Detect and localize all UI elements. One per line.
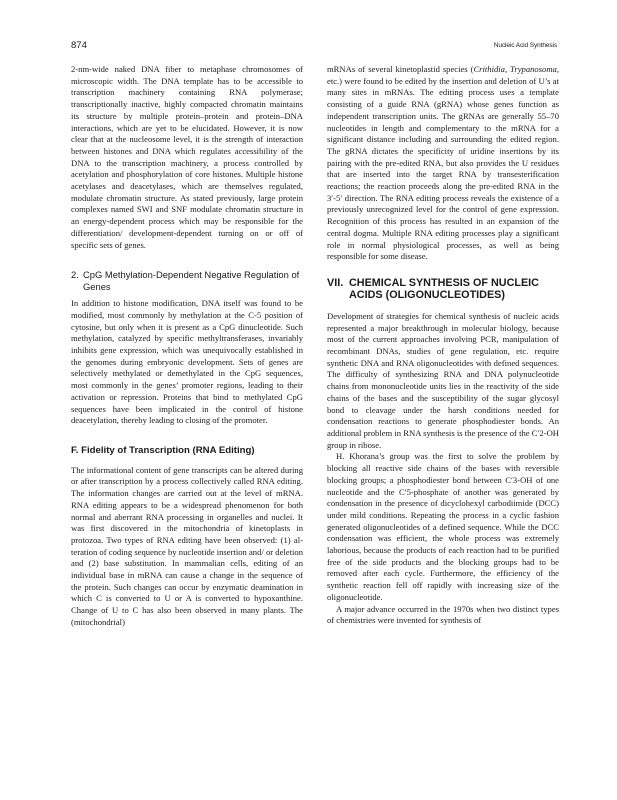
page-header xyxy=(71,40,557,54)
heading-number: F. xyxy=(71,444,79,456)
section-heading-fidelity xyxy=(71,445,303,457)
paragraph: A major advance occurred in the 1970s when two distinct types of chemistries were invented for synthesis of xyxy=(327,603,559,626)
heading-title: CHEMICAL SYNTHESIS OF NUCLEIC ACIDS (OLIGONUCLEOTIDES) xyxy=(349,276,539,302)
section-heading-chemical-synthesis xyxy=(327,277,559,302)
paragraph: 2-nm-wide naked DNA fiber to metaphase chromosomes of microscopic width. The DNA template has to be accessible to transcription machinery containing RNA polymerase; transcriptionally inactive, highly compacted chromatin maintains its structure by multiple protein–protein and protein–DNA interactions, which are yet to be elucidated. However, it is now clear that at the nucleosome level, it is the strength of interaction between histones and DNA which regulates accessibility of the DNA to the transcription machinery, a process controlled by acetylation and phosphorylation of core histones. Multiple histone acetylases and deacetylases, which are themselves regulated, modulate chromatin structure. As stated previously, large protein complexes named SWI and SNF modulate chromatin structure in an energy-dependent process which may be responsible for the differentiation/ development-dependent turning on or off of specific sets of genes. xyxy=(71,64,303,250)
subsection-heading-cpg xyxy=(71,269,303,292)
left-column xyxy=(71,64,303,629)
paragraph: The informational content of gene transcripts can be altered during or after transcription by a process collectively called RNA editing. The information changes are carried out at the level of mRNA. RNA editing appears to be a widespread phenomenon for both normal and aberrant RNA processing in organelles and nuclei. It was first discovered in the mitochondria of kinetoplasts in protozoa. Two types of RNA editing have been observed: (1) alteration of coding sequence by nucleotide insertion and/ or deletion and (2) base substitution. In mammalian cells, editing of an individual base in mRNA can cause a change in the sequence of the protein. Such changes can occur by enzymatic deamination in which C is converted to U or A is converted to hypoxanthine. Change of U to C has also been observed in many plants. The (mitochondrial) xyxy=(71,464,303,627)
heading-number: 2. xyxy=(71,269,79,281)
paragraph: mRNAs of several kinetoplastid species (Crithidia, Trypanosoma, etc.) were found to be edited by the insertion and deletion of U’s at many sites in mRNAs. The editing process uses a template consisting of a guide RNA (gRNA) whose genes function as independent transcription units. The gRNAs are generally 55–70 nucleotides in length and complementary to the mRNA for a significant distance including and surrounding the edited region. The gRNA dictates the specificity of uridine insertions by its pairing with the pre-edited RNA, but also provides the U residues that are inserted into the target RNA by transesterification reactions; the reaction proceeds along the pre-edited RNA in the 3′-5′ direction. The RNA editing process reveals the existence of a previously unrecognized level for the control of gene expression. Recognition of this process has resulted in an expansion of the central dogma. Multiple RNA editing processes play a significant role in normal physiological processes, as well as being responsible for some disease. xyxy=(327,64,560,262)
italic-species: Crithidia, Trypanosoma, xyxy=(473,64,560,74)
right-column xyxy=(327,64,559,627)
paragraph: Development of strategies for chemical synthesis of nucleic acids represented a major breakthrough in molecular biology, because most of the current approaches involving PCR, manipulation of recombinant DNAs, studies of gene regulation, etc. require synthetic DNA and RNA oligonucleotides with defined sequences. The difficulty of synthesizing RNA and DNA polynucleotide chains from mononucleotide units lies in the reactivity of the side chains of the bases and the susceptibility of the sugar glycosyl bond to cleavage under the harsh conditions needed for condensation reactions to generate phosphodiester bonds. An additional problem in RNA synthesis is the presence of the C′2-OH group in ribose. xyxy=(327,310,559,450)
paragraph: H. Khorana’s group was the first to solve the problem by blocking all reactive side chains of the bases with reversible blocking groups; a phosphodiester bond between C′3-OH of one nucleotide and the C′5-phosphate of another was generated by condensation in the presence of dicyclohexyl carbodiimide (DCC) under mild conditions. Repeating the process in a cyclic fashion generated oligonucleotides of a defined sequence. While the DCC condensation was efficient, the whole process was extremely laborious, because the products of each reaction had to be purified free of the side products and the blocking groups had to be removed after each cycle. Furthermore, the efficiency of the synthetic reaction fell off rapidly with increasing size of the oligonucleotide. xyxy=(327,451,559,602)
heading-title: CpG Methylation-Dependent Negative Regulation of Genes xyxy=(83,269,300,292)
heading-number: VII. xyxy=(327,276,344,289)
running-head: Nucleic Acid Synthesis xyxy=(493,42,557,49)
page-number: 874 xyxy=(71,40,87,51)
heading-title: Fidelity of Transcription (RNA Editing) xyxy=(81,444,255,456)
paragraph: In addition to histone modification, DNA itself was found to be modified, most commonly by methylation at the C-5 position of cytosine, but only when it is present as a CpG dinucleotide. Such methylation, catalyzed by specific methyltransferases, invariably inhibits gene expression, which was unequivocally established in the genomes during embryonic development. Sets of genes are selectively methylated or demethylated in the CpG sequences, most commonly in the genes’ promoter regions, leading to their activation or repression. Proteins that bind to methylated CpG sequences have been implicated in the control of histone deacetylation, thereby leading to closing of the promoter. xyxy=(71,298,303,426)
